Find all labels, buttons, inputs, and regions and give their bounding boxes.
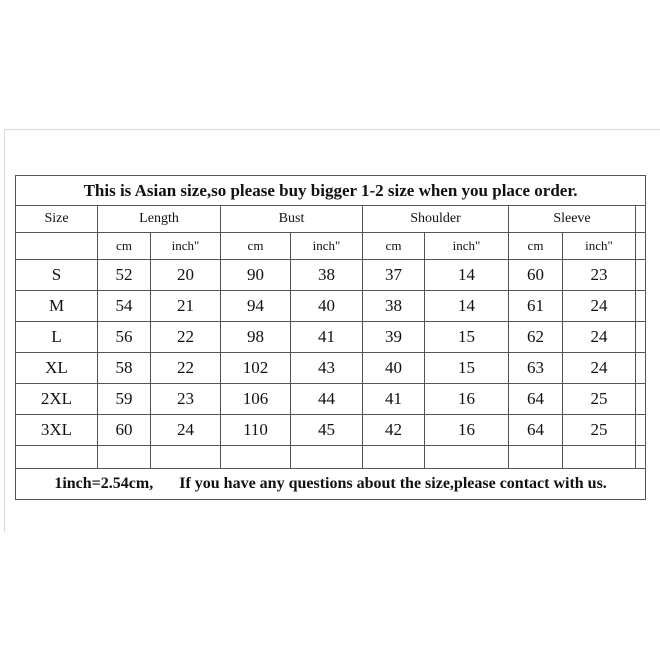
blank-cell bbox=[363, 446, 425, 469]
measurement-cell: 21 bbox=[151, 291, 221, 322]
blank-cell bbox=[636, 446, 646, 469]
unit-cell: inch" bbox=[151, 233, 221, 260]
measurement-cell: 23 bbox=[151, 384, 221, 415]
size-label: 2XL bbox=[16, 384, 98, 415]
measurement-cell: 58 bbox=[98, 353, 151, 384]
measurement-cell: 15 bbox=[425, 322, 509, 353]
measurement-cell: 64 bbox=[509, 415, 563, 446]
measurement-cell: 24 bbox=[151, 415, 221, 446]
size-chart-table bbox=[15, 175, 646, 500]
measurement-cell: 25 bbox=[563, 384, 636, 415]
header-spacer bbox=[636, 206, 646, 233]
measurement-cell: 23 bbox=[563, 260, 636, 291]
measurement-cell: 24 bbox=[563, 322, 636, 353]
measurement-cell: 40 bbox=[291, 291, 363, 322]
measurement-cell: 38 bbox=[291, 260, 363, 291]
measurement-cell: 64 bbox=[509, 384, 563, 415]
size-row bbox=[16, 260, 646, 291]
size-rows bbox=[16, 260, 646, 446]
conversion-note: 1inch=2.54cm, bbox=[54, 475, 154, 492]
row-spacer bbox=[636, 260, 646, 291]
measurement-cell: 59 bbox=[98, 384, 151, 415]
footer-row bbox=[16, 469, 646, 500]
header-shoulder: Shoulder bbox=[363, 206, 509, 233]
size-row bbox=[16, 322, 646, 353]
blank-cell bbox=[509, 446, 563, 469]
title-row bbox=[16, 176, 646, 206]
measurement-cell: 106 bbox=[221, 384, 291, 415]
unit-spacer bbox=[636, 233, 646, 260]
header-size: Size bbox=[16, 206, 98, 233]
measurement-cell: 62 bbox=[509, 322, 563, 353]
header-length: Length bbox=[98, 206, 221, 233]
size-row bbox=[16, 291, 646, 322]
measurement-cell: 25 bbox=[563, 415, 636, 446]
header-bust: Bust bbox=[221, 206, 363, 233]
measurement-cell: 54 bbox=[98, 291, 151, 322]
measurement-cell: 14 bbox=[425, 260, 509, 291]
measurement-cell: 15 bbox=[425, 353, 509, 384]
measurement-cell: 94 bbox=[221, 291, 291, 322]
size-row bbox=[16, 415, 646, 446]
size-label: L bbox=[16, 322, 98, 353]
unit-cell: cm bbox=[98, 233, 151, 260]
measurement-cell: 24 bbox=[563, 353, 636, 384]
unit-row bbox=[16, 233, 646, 260]
size-label: M bbox=[16, 291, 98, 322]
measurement-cell: 37 bbox=[363, 260, 425, 291]
measurement-cell: 41 bbox=[363, 384, 425, 415]
measurement-cell: 45 bbox=[291, 415, 363, 446]
size-row bbox=[16, 353, 646, 384]
chart-title: This is Asian size,so please buy bigger 1-2 size when you place order. bbox=[16, 176, 646, 206]
unit-cell: cm bbox=[221, 233, 291, 260]
blank-cell bbox=[425, 446, 509, 469]
measurement-cell: 52 bbox=[98, 260, 151, 291]
measurement-cell: 90 bbox=[221, 260, 291, 291]
measurement-cell: 16 bbox=[425, 384, 509, 415]
measurement-cell: 22 bbox=[151, 322, 221, 353]
measurement-cell: 41 bbox=[291, 322, 363, 353]
measurement-cell: 14 bbox=[425, 291, 509, 322]
size-label: S bbox=[16, 260, 98, 291]
row-spacer bbox=[636, 384, 646, 415]
unit-cell: cm bbox=[363, 233, 425, 260]
measurement-cell: 63 bbox=[509, 353, 563, 384]
measurement-cell: 39 bbox=[363, 322, 425, 353]
unit-cell: inch" bbox=[291, 233, 363, 260]
measurement-cell: 16 bbox=[425, 415, 509, 446]
unit-cell-blank bbox=[16, 233, 98, 260]
contact-note: If you have any questions about the size,please contact with us. bbox=[179, 475, 607, 492]
blank-cell bbox=[98, 446, 151, 469]
blank-cell bbox=[221, 446, 291, 469]
measurement-cell: 60 bbox=[98, 415, 151, 446]
size-label: 3XL bbox=[16, 415, 98, 446]
measurement-cell: 40 bbox=[363, 353, 425, 384]
measurement-cell: 98 bbox=[221, 322, 291, 353]
row-spacer bbox=[636, 415, 646, 446]
row-spacer bbox=[636, 291, 646, 322]
measurement-cell: 44 bbox=[291, 384, 363, 415]
row-spacer bbox=[636, 353, 646, 384]
unit-cell: inch" bbox=[425, 233, 509, 260]
unit-cell: inch" bbox=[563, 233, 636, 260]
blank-cell bbox=[16, 446, 98, 469]
size-label: XL bbox=[16, 353, 98, 384]
measurement-cell: 60 bbox=[509, 260, 563, 291]
blank-row bbox=[16, 446, 646, 469]
measurement-cell: 38 bbox=[363, 291, 425, 322]
measurement-cell: 42 bbox=[363, 415, 425, 446]
measurement-cell: 61 bbox=[509, 291, 563, 322]
measurement-cell: 102 bbox=[221, 353, 291, 384]
blank-cell bbox=[563, 446, 636, 469]
size-row bbox=[16, 384, 646, 415]
blank-cell bbox=[151, 446, 221, 469]
measurement-cell: 110 bbox=[221, 415, 291, 446]
measurement-cell: 43 bbox=[291, 353, 363, 384]
measurement-cell: 24 bbox=[563, 291, 636, 322]
measurement-cell: 22 bbox=[151, 353, 221, 384]
measurement-cell: 56 bbox=[98, 322, 151, 353]
footer-cell bbox=[16, 469, 646, 500]
unit-cell: cm bbox=[509, 233, 563, 260]
blank-cell bbox=[291, 446, 363, 469]
measurement-cell: 20 bbox=[151, 260, 221, 291]
header-row bbox=[16, 206, 646, 233]
row-spacer bbox=[636, 322, 646, 353]
header-sleeve: Sleeve bbox=[509, 206, 636, 233]
